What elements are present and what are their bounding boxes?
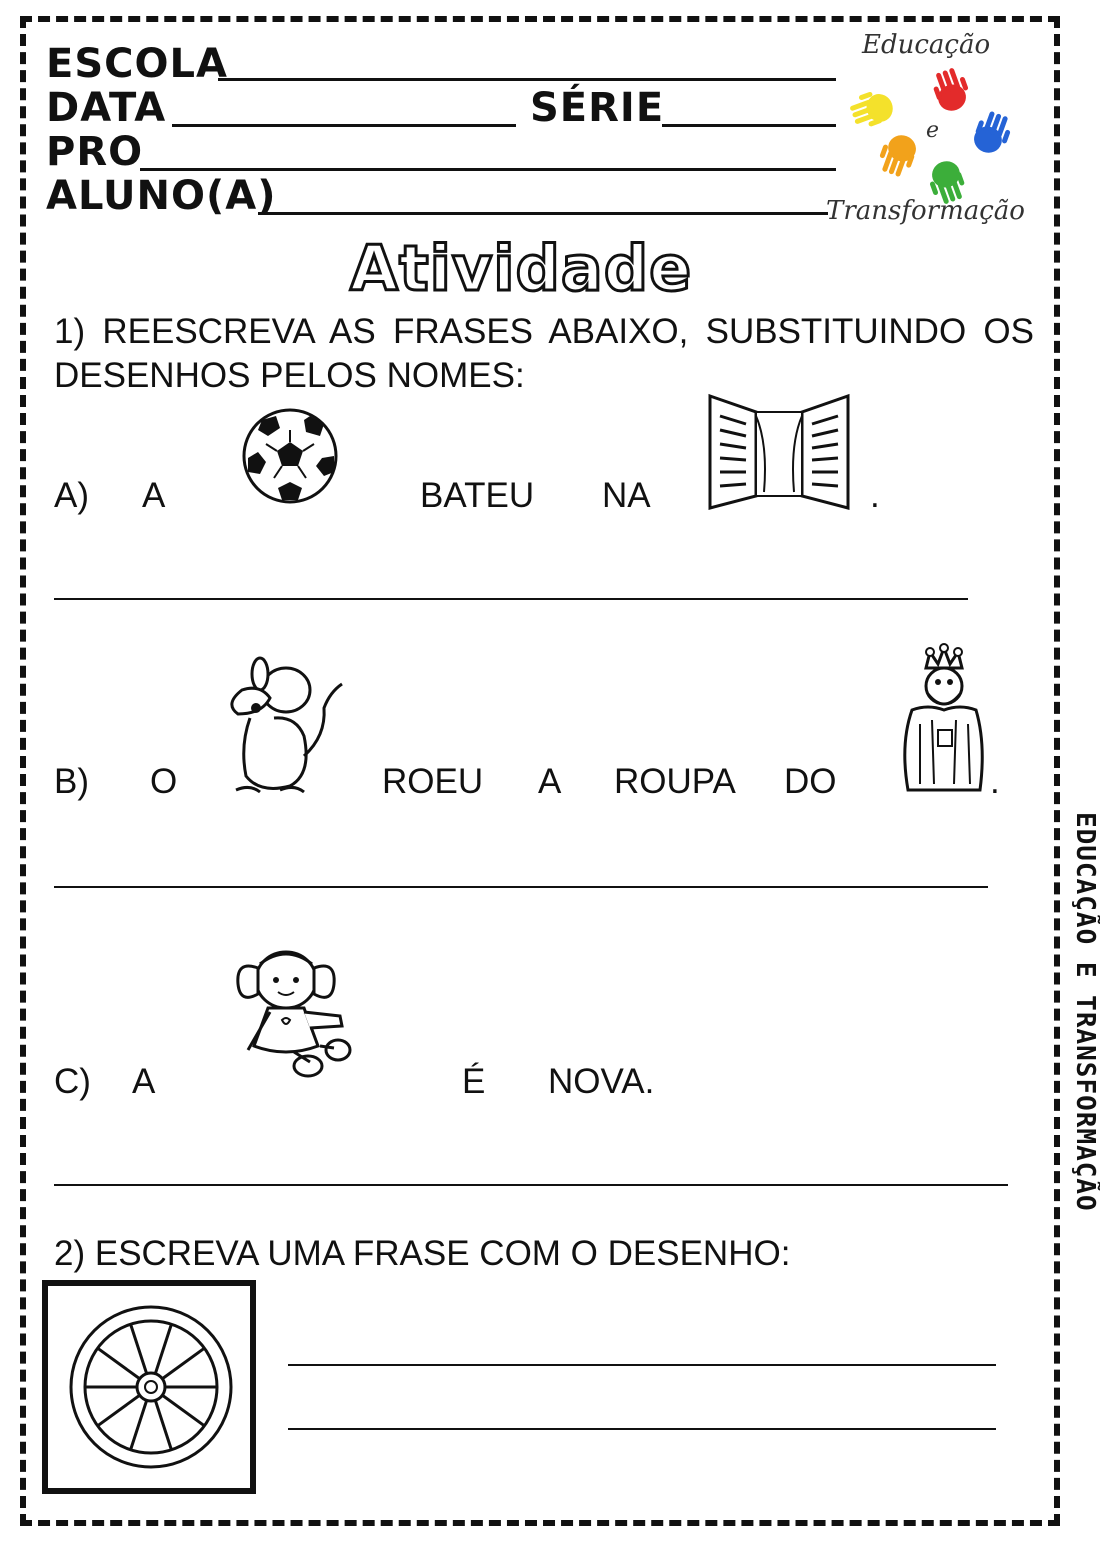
- item-c-word-2: É: [462, 1062, 486, 1101]
- teacher-field[interactable]: [140, 168, 836, 171]
- teacher-label: PRO: [46, 129, 144, 175]
- date-field[interactable]: [172, 124, 516, 127]
- item-b-label: B): [54, 762, 89, 801]
- student-field[interactable]: [258, 212, 828, 215]
- wheel-icon: [66, 1302, 236, 1472]
- item-b-period: .: [990, 762, 1000, 801]
- item-c-label: C): [54, 1062, 91, 1101]
- doll-icon: [230, 946, 354, 1082]
- logo-mid-text: e: [926, 118, 940, 143]
- mouse-icon: [220, 656, 344, 798]
- side-watermark-text: EDUCAÇÃO E TRANSFORMAÇÃO: [1070, 812, 1100, 1212]
- student-label: ALUNO(A): [46, 173, 277, 219]
- school-field[interactable]: [218, 78, 836, 81]
- soccer-ball-icon: [240, 406, 340, 506]
- logo: [826, 30, 1060, 230]
- question-2-prompt: 2) ESCREVA UMA FRASE COM O DESENHO:: [54, 1234, 791, 1273]
- q2-answer-line-2[interactable]: [288, 1428, 996, 1430]
- item-b-answer-line[interactable]: [54, 886, 988, 888]
- hand-print: [875, 130, 920, 180]
- hand-print: [929, 65, 974, 115]
- item-c-answer-line[interactable]: [54, 1184, 1008, 1186]
- hand-print: [847, 86, 897, 131]
- item-a-word-3: NA: [602, 476, 651, 515]
- item-c-word-1: A: [132, 1062, 156, 1101]
- q2-answer-line-1[interactable]: [288, 1364, 996, 1366]
- item-a-answer-line[interactable]: [54, 598, 968, 600]
- item-b-word-3: A: [538, 762, 562, 801]
- hand-print: [970, 108, 1015, 158]
- item-a-word-1: A: [142, 476, 166, 515]
- item-b-word-5: DO: [784, 762, 837, 801]
- item-a-period: .: [870, 476, 880, 515]
- item-b-word-4: ROUPA: [614, 762, 736, 801]
- school-label: ESCOLA: [46, 41, 228, 87]
- item-c-word-3: NOVA.: [548, 1062, 655, 1101]
- item-b-word-2: ROEU: [382, 762, 484, 801]
- logo-bottom-text: Transformação: [826, 196, 1025, 226]
- logo-top-text: Educação: [862, 30, 991, 60]
- grade-label: SÉRIE: [530, 85, 665, 131]
- king-icon: [890, 644, 990, 796]
- page-title: Atividade: [350, 232, 693, 305]
- item-a-label: A): [54, 476, 89, 515]
- wheel-image-box: [42, 1280, 256, 1494]
- date-label: DATA: [46, 85, 167, 131]
- question-1-prompt: 1) REESCREVA AS FRASES ABAIXO, SUBSTITUINDO OS DESENHOS PELOS NOMES:: [54, 312, 1034, 395]
- grade-field[interactable]: [662, 124, 836, 127]
- item-a-word-2: BATEU: [420, 476, 535, 515]
- window-icon: [706, 394, 852, 510]
- item-b-word-1: O: [150, 762, 178, 801]
